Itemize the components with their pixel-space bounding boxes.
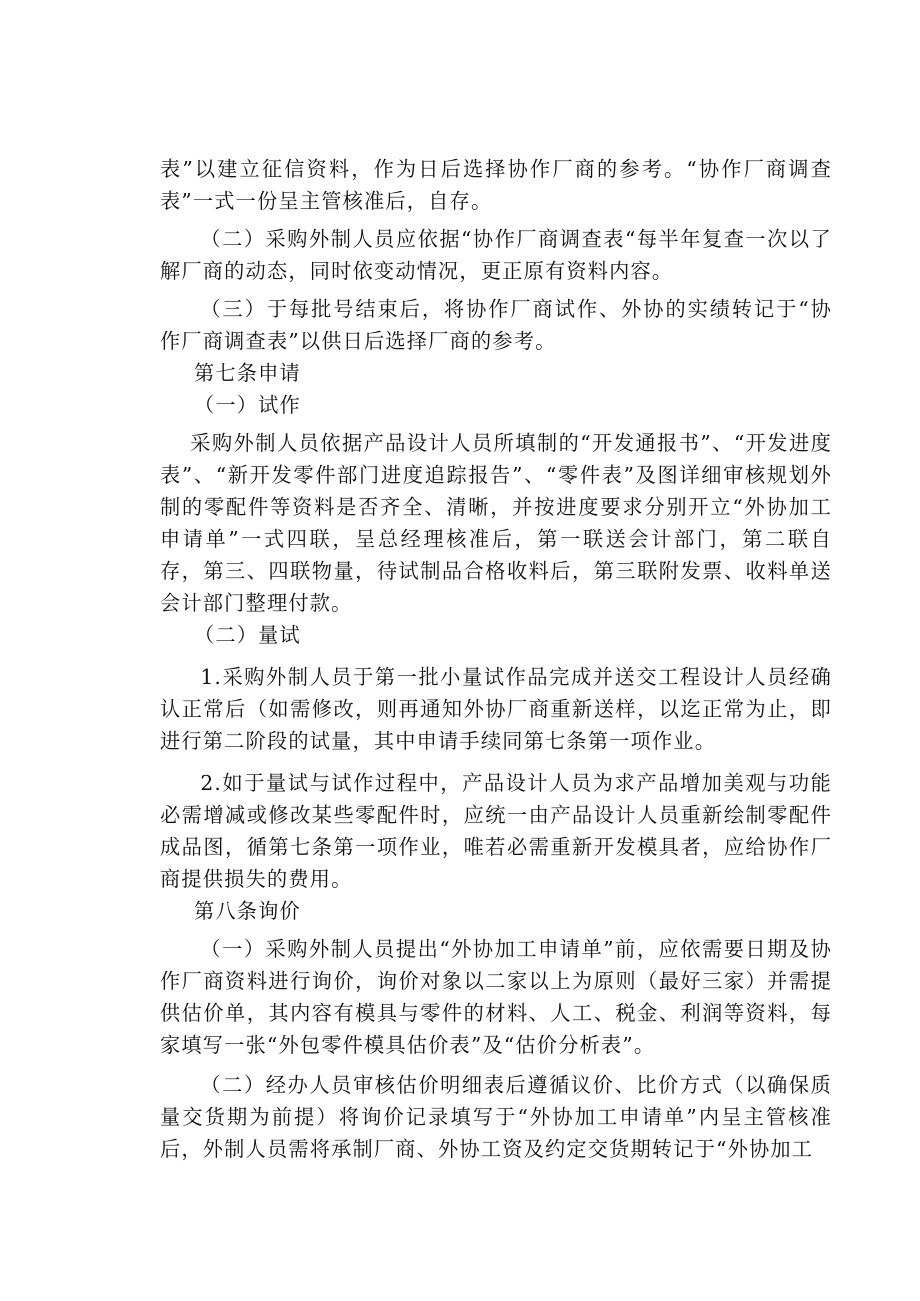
paragraph-semiannual-review: （二）采购外制人员应依据“协作厂商调查表“每半年复查一次以了解厂商的动态，同时依变动情况，更正原有资料内容。 (160, 227, 832, 283)
section-heading-article-7: 第七条申请 (194, 361, 301, 385)
subheading-trial-production: （一）试作 (194, 393, 301, 417)
paragraph-pilot-item-1: 1.采购外制人员于第一批小量试作品完成并送交工程设计人员经确认正常后（如需修改，则再通知外协厂商重新送样，以迄正常为止，即进行第二阶段的试量，其中申请手续同第七条第一项作业。 (160, 665, 832, 753)
paragraph-batch-record: （三）于每批号结束后，将协作厂商试作、外协的实绩转记于“协作厂商调查表”以供日后选择厂商的参考。 (160, 297, 832, 353)
paragraph-trial-procedure: 采购外制人员依据产品设计人员所填制的“开发通报书”、“开发进度表”、“新开发零件部门进度追踪报告”、“零件表”及图详细审核规划外制的零配件等资料是否齐全、清晰，并按进度要求分别开立“外协加工申请单”一式四联，呈总经理核准后，第一联送会计部门，第二联自存，第三、四联物量，待试制品合格收料后，第三联附发票、收料单送会计部门整理付款。 (160, 431, 832, 615)
paragraph-survey-record: 表”以建立征信资料，作为日后选择协作厂商的参考。“协作厂商调查表”一式一份呈主管核准后，自存。 (160, 157, 832, 213)
document-body (160, 153, 832, 1165)
paragraph-pilot-item-2: 2.如于量试与试作过程中，产品设计人员为求产品增加美观与功能必需增减或修改某些零配件时，应统一由产品设计人员重新绘制零配件成品图，循第七条第一项作业，唯若必需重新开发模具者，应给协作厂商提供损失的费用。 (160, 771, 832, 891)
paragraph-inquiry-1: （一）采购外制人员提出“外协加工申请单”前，应依需要日期及协作厂商资料进行询价，询价对象以二家以上为原则（最好三家）并需提供估价单，其内容有模具与零件的材料、人工、税金、利润等资料，每家填写一张“外包零件模具估价表”及“估价分析表”。 (160, 937, 832, 1057)
section-heading-article-8: 第八条询价 (194, 899, 301, 923)
subheading-pilot-run: （二）量试 (194, 623, 301, 647)
paragraph-inquiry-2: （二）经办人员审核估价明细表后遵循议价、比价方式（以确保质量交货期为前提）将询价记录填写于“外协加工申请单”内呈主管核准后，外制人员需将承制厂商、外协工资及约定交货期转记于“外协加工 (160, 1073, 832, 1161)
